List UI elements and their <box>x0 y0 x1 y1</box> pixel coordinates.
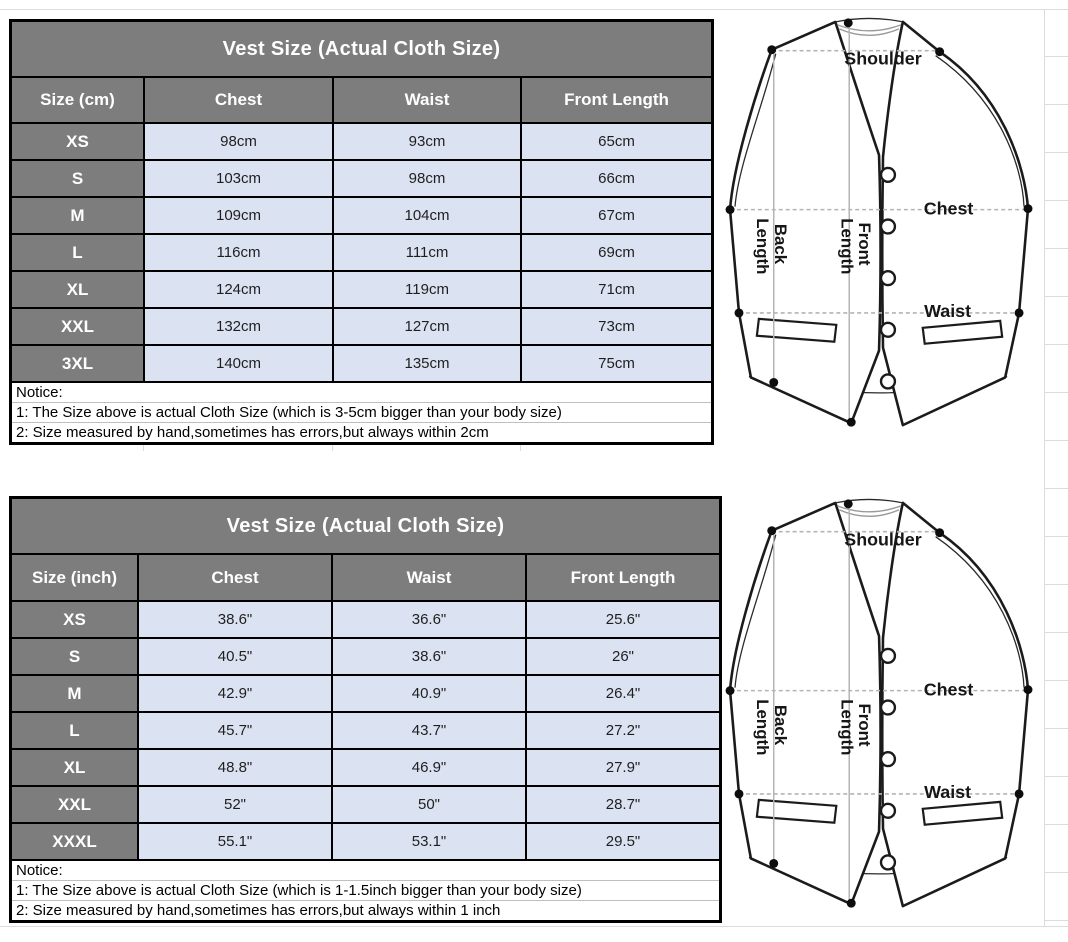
size-table-inch <box>9 496 722 923</box>
shoulder-label: Shoulder <box>844 48 922 69</box>
column-header-size: Size (cm) <box>12 78 143 122</box>
column-header-front-length: Front Length <box>522 78 711 122</box>
measure-point <box>1024 204 1033 213</box>
row-label: M <box>12 198 143 233</box>
chest-value: 109cm <box>145 198 332 233</box>
row-label: L <box>12 713 137 748</box>
front-length-value: 66cm <box>522 161 711 196</box>
waist-value: 40.9" <box>333 676 525 711</box>
waist-value: 50" <box>333 787 525 822</box>
vest-button <box>881 701 895 715</box>
vest-right-panel <box>882 503 1028 906</box>
notice-item: 2: Size measured by hand,sometimes has errors,but always within 2cm <box>12 422 711 442</box>
vest-button <box>881 168 895 182</box>
column-header-chest: Chest <box>139 555 331 600</box>
chest-label: Chest <box>923 198 974 219</box>
column-header-waist: Waist <box>333 555 525 600</box>
measure-point <box>935 47 944 56</box>
chest-value: 40.5" <box>139 639 331 674</box>
row-label: XS <box>12 124 143 159</box>
chest-value: 55.1" <box>139 824 331 859</box>
vest-button <box>881 374 895 388</box>
row-label: M <box>12 676 137 711</box>
row-label: S <box>12 639 137 674</box>
measure-point <box>769 378 778 387</box>
waist-value: 111cm <box>334 235 520 270</box>
front-length-value: 67cm <box>522 198 711 233</box>
front-length-label: Front Length <box>837 218 875 275</box>
measure-point <box>767 526 776 535</box>
notice-item: 1: The Size above is actual Cloth Size (which is 3-5cm bigger than your body size) <box>12 402 711 422</box>
table-title: Vest Size (Actual Cloth Size) <box>12 22 711 76</box>
measure-point <box>726 686 735 695</box>
gridline-bottom <box>0 926 1068 927</box>
size-table-cm <box>9 19 714 445</box>
measure-point <box>847 899 856 908</box>
row-label: L <box>12 235 143 270</box>
vest-button <box>881 855 895 869</box>
waist-value: 135cm <box>334 346 520 381</box>
shoulder-label: Shoulder <box>844 529 922 550</box>
vest-measurement-diagram <box>718 489 1048 926</box>
row-label: S <box>12 161 143 196</box>
waist-value: 38.6" <box>333 639 525 674</box>
waist-value: 46.9" <box>333 750 525 785</box>
vest-button <box>881 752 895 766</box>
row-label: XL <box>12 272 143 307</box>
back-length-label: Back Length <box>752 218 790 275</box>
measure-point <box>767 45 776 54</box>
notice-heading: Notice: <box>16 862 63 879</box>
notice-item: 1: The Size above is actual Cloth Size (which is 1-1.5inch bigger than your body size) <box>12 880 719 900</box>
notice-box <box>12 861 719 920</box>
front-length-value: 71cm <box>522 272 711 307</box>
chest-value: 45.7" <box>139 713 331 748</box>
column-header-waist: Waist <box>334 78 520 122</box>
measure-point <box>844 18 853 27</box>
chest-value: 42.9" <box>139 676 331 711</box>
vest-collar-seam <box>839 510 899 516</box>
front-length-value: 27.9" <box>527 750 719 785</box>
waist-value: 127cm <box>334 309 520 344</box>
back-length-label: Back Length <box>752 699 790 756</box>
front-length-value: 65cm <box>522 124 711 159</box>
waist-value: 98cm <box>334 161 520 196</box>
front-length-value: 25.6" <box>527 602 719 637</box>
vest-button <box>881 323 895 337</box>
chest-value: 98cm <box>145 124 332 159</box>
gridline-tick <box>520 445 521 451</box>
vest-button <box>881 649 895 663</box>
front-length-value: 27.2" <box>527 713 719 748</box>
measure-point <box>735 789 744 798</box>
waist-value: 104cm <box>334 198 520 233</box>
column-header-front-length: Front Length <box>527 555 719 600</box>
vest-button <box>881 271 895 285</box>
chest-value: 52" <box>139 787 331 822</box>
waist-value: 36.6" <box>333 602 525 637</box>
measure-point <box>1015 789 1024 798</box>
front-length-value: 75cm <box>522 346 711 381</box>
waist-value: 119cm <box>334 272 520 307</box>
measure-point <box>1024 685 1033 694</box>
waist-value: 93cm <box>334 124 520 159</box>
measure-point <box>1015 308 1024 317</box>
vest-collar-seam <box>839 29 899 35</box>
front-length-value: 28.7" <box>527 787 719 822</box>
front-length-value: 73cm <box>522 309 711 344</box>
front-length-value: 69cm <box>522 235 711 270</box>
measure-point <box>769 859 778 868</box>
table-title: Vest Size (Actual Cloth Size) <box>12 499 719 553</box>
vest-right-panel <box>882 22 1028 425</box>
chest-label: Chest <box>923 679 974 700</box>
chest-value: 38.6" <box>139 602 331 637</box>
front-length-label: Front Length <box>837 699 875 756</box>
chest-value: 132cm <box>145 309 332 344</box>
waist-label: Waist <box>924 300 972 321</box>
chest-value: 124cm <box>145 272 332 307</box>
row-label: XL <box>12 750 137 785</box>
notice-box <box>12 383 711 442</box>
vest-measurement-diagram <box>718 8 1048 445</box>
waist-value: 53.1" <box>333 824 525 859</box>
row-label: XXL <box>12 787 137 822</box>
measure-point <box>726 205 735 214</box>
gridline-tick <box>143 445 144 451</box>
front-length-value: 26" <box>527 639 719 674</box>
column-header-size: Size (inch) <box>12 555 137 600</box>
row-label: XS <box>12 602 137 637</box>
waist-value: 43.7" <box>333 713 525 748</box>
notice-heading: Notice: <box>16 384 63 401</box>
measure-point <box>844 499 853 508</box>
chest-value: 140cm <box>145 346 332 381</box>
notice-item: 2: Size measured by hand,sometimes has errors,but always within 1 inch <box>12 900 719 920</box>
chest-value: 116cm <box>145 235 332 270</box>
vest-button <box>881 220 895 234</box>
row-label: XXXL <box>12 824 137 859</box>
row-label: XXL <box>12 309 143 344</box>
chest-value: 48.8" <box>139 750 331 785</box>
chest-value: 103cm <box>145 161 332 196</box>
gridline-tick <box>332 445 333 451</box>
front-length-value: 29.5" <box>527 824 719 859</box>
front-length-value: 26.4" <box>527 676 719 711</box>
measure-point <box>935 528 944 537</box>
row-label: 3XL <box>12 346 143 381</box>
measure-point <box>847 418 856 427</box>
vest-button <box>881 804 895 818</box>
measure-point <box>735 308 744 317</box>
waist-label: Waist <box>924 781 972 802</box>
column-header-chest: Chest <box>145 78 332 122</box>
